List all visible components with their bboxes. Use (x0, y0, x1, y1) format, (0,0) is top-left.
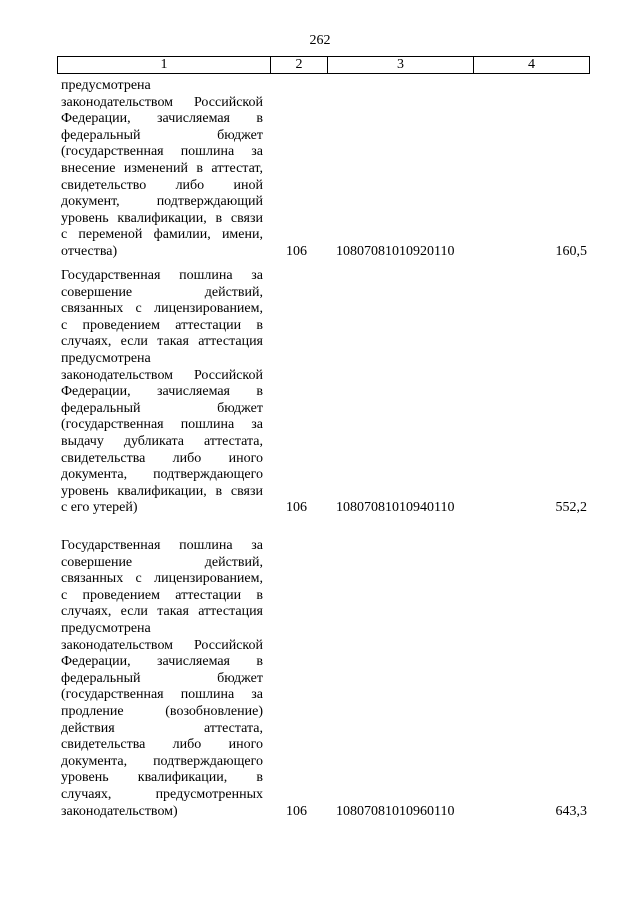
description-line: (государственная пошлина за (61, 144, 263, 160)
description-line: с проведением аттестации в (61, 317, 263, 333)
row-description (61, 268, 263, 517)
description-line: Государственная пошлина за (61, 538, 263, 553)
row-col-3: 10807081010960110 (336, 803, 455, 819)
row-col-4: 160,5 (555, 244, 587, 259)
description-line: выдачу дубликата аттестата, (61, 433, 263, 449)
row-description (61, 78, 263, 261)
row-col-4: 643,3 (555, 803, 587, 819)
description-line: связанных с лицензированием, (61, 301, 263, 317)
description-line: (государственная пошлина за (61, 417, 263, 433)
description-line: документа, подтверждающего (61, 467, 263, 483)
header-col-4: 4 (528, 57, 535, 72)
header-col-1: 1 (58, 57, 271, 73)
row-col-3: 10807081010920110 (336, 244, 455, 259)
description-line: Федерации, зачисляемая в (61, 654, 263, 670)
description-line: федеральный бюджет (61, 127, 263, 143)
description-line: отчества) (61, 243, 118, 259)
description-line: случаях, предусмотренных (61, 786, 263, 802)
description-line: предусмотрена (61, 620, 151, 636)
row-col-2: 106 (286, 803, 307, 819)
description-line: законодательством) (61, 803, 178, 819)
description-line: предусмотрена (61, 350, 151, 366)
description-line: случаях, если такая аттестация (61, 334, 263, 350)
table-header (57, 56, 590, 74)
row-col-2: 106 (286, 244, 307, 259)
description-line: предусмотрена (61, 78, 151, 93)
description-line: документа, подтверждающего (61, 753, 263, 769)
header-col-2: 2 (271, 57, 328, 73)
description-line: федеральный бюджет (61, 670, 263, 686)
description-line: связанных с лицензированием, (61, 571, 263, 587)
description-line: продление (возобновление) (61, 703, 263, 719)
description-line: законодательством Российской (61, 637, 263, 653)
row-col-4: 552,2 (555, 500, 587, 516)
description-line: документ, подтверждающий (61, 194, 263, 210)
row-col-2: 106 (286, 500, 307, 516)
description-line: свидетельство либо иной (61, 177, 263, 193)
page-number: 262 (309, 33, 331, 48)
header-col-3: 3 (328, 57, 474, 73)
description-line: совершение действий, (61, 554, 263, 570)
description-line: свидетельства либо иного (61, 737, 263, 753)
description-line: внесение изменений в аттестат, (61, 160, 263, 176)
description-line: с переменой фамилии, имени, (61, 227, 263, 243)
description-line: с его утерей) (61, 500, 138, 516)
description-line: федеральный бюджет (61, 400, 263, 416)
description-line: Федерации, зачисляемая в (61, 384, 263, 400)
row-description (61, 538, 263, 820)
description-line: свидетельства либо иного (61, 450, 263, 466)
description-line: уровень квалификации, в (61, 770, 263, 786)
row-col-3: 10807081010940110 (336, 500, 455, 516)
description-line: действия аттестата, (61, 720, 263, 736)
description-line: уровень квалификации, в связи (61, 210, 263, 226)
description-line: уровень квалификации, в связи (61, 483, 263, 499)
description-line: случаях, если такая аттестация (61, 604, 263, 620)
description-line: Государственная пошлина за (61, 268, 263, 283)
description-line: законодательством Российской (61, 94, 263, 110)
description-line: (государственная пошлина за (61, 687, 263, 703)
description-line: законодательством Российской (61, 367, 263, 383)
description-line: совершение действий, (61, 284, 263, 300)
description-line: с проведением аттестации в (61, 587, 263, 603)
description-line: Федерации, зачисляемая в (61, 111, 263, 127)
